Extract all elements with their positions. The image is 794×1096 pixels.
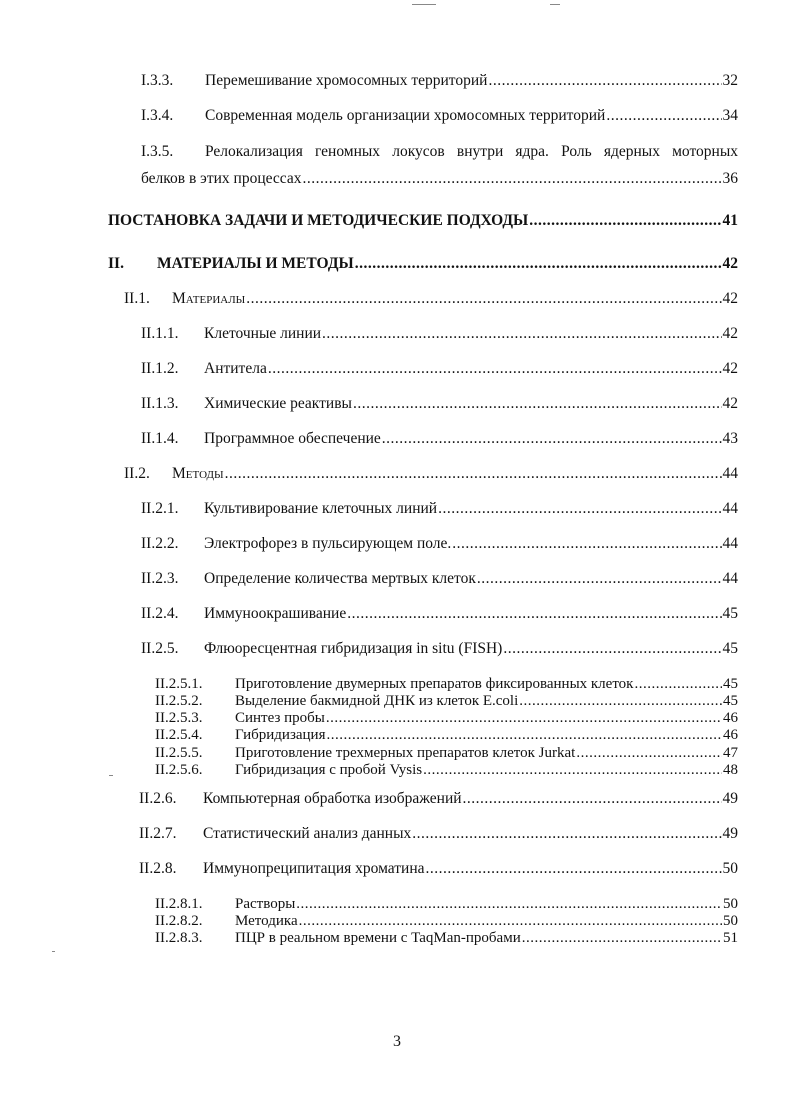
toc-number: II.2.1. — [141, 500, 179, 517]
toc-title-word: ядра. — [515, 143, 549, 160]
toc-page: 45 — [723, 693, 738, 709]
toc-entry-continuation[interactable] — [141, 170, 738, 188]
leader-dots — [382, 430, 722, 448]
toc-number: II.2.6. — [139, 790, 177, 807]
toc-title: Определение количества мертвых клеток — [204, 570, 476, 587]
toc-number: II.2. — [124, 465, 150, 482]
toc-title: Синтез пробы — [235, 710, 325, 726]
toc-page: 42 — [722, 360, 738, 377]
toc-page: 43 — [722, 430, 738, 447]
toc-page: 47 — [723, 745, 738, 761]
toc-number: II.1.1. — [141, 325, 179, 342]
toc-number: II.1.2. — [141, 360, 179, 377]
toc-entry[interactable] — [124, 465, 738, 483]
toc-title: Антитела — [204, 360, 267, 377]
toc-number: II.2.5.5. — [155, 745, 203, 761]
toc-entry[interactable] — [139, 860, 738, 878]
leader-dots — [412, 825, 721, 843]
toc-title-word: Роль — [561, 143, 592, 160]
toc-title: Электрофорез в пульсирующем поле. — [204, 535, 452, 552]
toc-page: 49 — [722, 790, 738, 807]
toc-title: Химические реактивы — [204, 395, 352, 412]
toc-number: II.2.5.2. — [155, 693, 203, 709]
toc-title: Приготовление трехмерных препаратов клеток Jurkat — [235, 745, 576, 761]
toc-title: Иммуноокрашивание — [204, 605, 347, 622]
toc-page: 46 — [723, 727, 738, 743]
toc-title: Флюоресцентная гибридизация in situ (FISH) — [204, 640, 503, 657]
leader-dots — [302, 170, 721, 188]
toc-page: 42 — [722, 255, 738, 272]
toc-entry[interactable] — [141, 500, 738, 518]
toc-number: II.2.8. — [139, 860, 177, 877]
toc-page: 41 — [722, 212, 738, 229]
toc-page: 48 — [723, 762, 738, 778]
toc-entry-bold[interactable] — [108, 255, 738, 273]
toc-title: Компьютерная обработка изображений — [203, 790, 462, 807]
toc-number: II.2.5. — [141, 640, 179, 657]
toc-title-word: моторных — [672, 143, 738, 160]
toc-entry[interactable] — [155, 727, 738, 744]
toc-page: 42 — [722, 325, 738, 342]
toc-entry[interactable] — [141, 107, 738, 125]
toc-number: II.1.3. — [141, 395, 179, 412]
toc-title-word: локусов — [392, 143, 445, 160]
toc-number: II.1.4. — [141, 430, 179, 447]
toc-entry[interactable] — [141, 430, 738, 448]
toc-number: II.2.2. — [141, 535, 179, 552]
toc-title: МАТЕРИАЛЫ И МЕТОДЫ — [157, 255, 354, 272]
scan-mark — [550, 4, 560, 5]
toc-entry[interactable] — [139, 790, 738, 808]
toc-title: Статистический анализ данных — [203, 825, 412, 842]
toc-title: Материалы — [172, 290, 246, 307]
leader-dots — [353, 395, 722, 413]
toc-title-word: Релокализация — [205, 143, 303, 160]
toc-page: 44 — [722, 500, 738, 517]
leader-dots — [503, 640, 721, 658]
toc-page: 46 — [723, 710, 738, 726]
toc-number: II.2.8.2. — [155, 913, 203, 929]
toc-page: 45 — [722, 640, 738, 657]
toc-page: 34 — [722, 107, 738, 124]
toc-page: 44 — [722, 465, 738, 482]
toc-page: 42 — [722, 395, 738, 412]
toc-number: II.2.5.6. — [155, 762, 203, 778]
leader-dots — [347, 605, 721, 623]
leader-dots — [463, 790, 722, 808]
toc-page: 50 — [723, 913, 738, 929]
toc-title-justified — [205, 143, 738, 161]
toc-title: Культивирование клеточных линий — [204, 500, 438, 517]
leader-dots — [576, 745, 722, 762]
leader-dots — [268, 360, 722, 378]
toc-number: II.2.7. — [139, 825, 177, 842]
leader-dots — [606, 107, 721, 125]
toc-title-word: ядерных — [603, 143, 660, 160]
toc-title: Гибридизация — [235, 727, 326, 743]
toc-title: Приготовление двумерных препаратов фиксированных клеток — [235, 676, 634, 692]
scan-mark — [52, 951, 55, 952]
toc-page: 51 — [723, 930, 738, 946]
leader-dots — [488, 72, 721, 90]
toc-title: Гибридизация с пробой Vysis — [235, 762, 423, 778]
toc-entry[interactable] — [141, 605, 738, 623]
leader-dots — [426, 860, 722, 878]
leader-dots — [438, 500, 721, 518]
toc-number: II.2.8.1. — [155, 896, 203, 912]
toc-page: 50 — [723, 896, 738, 912]
toc-title: Современная модель организации хромосомных территорий — [205, 107, 606, 124]
toc-entry[interactable] — [155, 896, 738, 913]
toc-title: Иммунопреципитация хроматина — [203, 860, 425, 877]
toc-entry[interactable] — [155, 710, 738, 727]
toc-page: 50 — [722, 860, 738, 877]
leader-dots — [519, 693, 722, 710]
leader-dots — [522, 930, 722, 947]
toc-number: I.3.5. — [141, 143, 174, 160]
toc-page: 32 — [722, 72, 738, 89]
toc-entry[interactable] — [141, 143, 738, 161]
leader-dots — [225, 465, 722, 483]
toc-entry[interactable] — [124, 290, 738, 308]
leader-dots — [246, 290, 721, 308]
toc-entry[interactable] — [141, 395, 738, 413]
leader-dots — [452, 535, 721, 553]
leader-dots — [326, 727, 722, 744]
toc-page: 44 — [722, 570, 738, 587]
toc-title-word: внутри — [456, 143, 504, 160]
leader-dots — [299, 913, 722, 930]
toc-title-word: геномных — [315, 143, 381, 160]
toc-number: II.2.5.3. — [155, 710, 203, 726]
leader-dots — [477, 570, 722, 588]
toc-number: II.2.4. — [141, 605, 179, 622]
toc-title: ПЦР в реальном времени с TaqMan-пробами — [235, 930, 521, 946]
leader-dots — [296, 896, 722, 913]
toc-number: II.1. — [124, 290, 150, 307]
toc-page: 49 — [722, 825, 738, 842]
toc-entry[interactable] — [155, 745, 738, 762]
toc-title: Программное обеспечение — [204, 430, 381, 447]
toc-page: 44 — [722, 535, 738, 552]
leader-dots — [423, 762, 722, 779]
toc-entry[interactable] — [139, 825, 738, 843]
toc-page: 45 — [722, 605, 738, 622]
toc-page: 45 — [723, 676, 738, 692]
toc-number: II.2.5.1. — [155, 676, 203, 692]
toc-entry[interactable] — [155, 762, 738, 779]
toc-title: Методы — [172, 465, 224, 482]
toc-entry[interactable] — [155, 930, 738, 947]
toc-number: II.2.5.4. — [155, 727, 203, 743]
leader-dots — [634, 676, 722, 693]
toc-entry[interactable] — [155, 676, 738, 693]
toc-entry-bold[interactable] — [108, 212, 738, 230]
leader-dots — [326, 710, 722, 727]
toc-number: I.3.3. — [141, 72, 174, 89]
toc-number: II. — [108, 255, 124, 272]
toc-title: Перемешивание хромосомных территорий — [205, 72, 488, 89]
toc-page: 42 — [722, 290, 738, 307]
toc-number: II.2.3. — [141, 570, 179, 587]
toc-page: 36 — [722, 170, 738, 187]
toc-title: Выделение бакмидной ДНК из клеток E.coli — [235, 693, 519, 709]
toc-entry[interactable] — [141, 360, 738, 378]
toc-title: Методика — [235, 913, 298, 929]
toc-number: II.2.8.3. — [155, 930, 203, 946]
page-number: 3 — [393, 1033, 401, 1050]
toc-title: ПОСТАНОВКА ЗАДАЧИ И МЕТОДИЧЕСКИЕ ПОДХОДЫ — [108, 212, 529, 229]
leader-dots — [529, 212, 721, 230]
toc-entry[interactable] — [141, 570, 738, 588]
toc-entry[interactable] — [141, 325, 738, 343]
leader-dots — [355, 255, 722, 273]
toc-entry[interactable] — [141, 640, 738, 658]
toc-title: Клеточные линии — [204, 325, 322, 342]
toc-entry[interactable] — [155, 693, 738, 710]
scan-mark — [412, 4, 436, 5]
toc-entry[interactable] — [141, 535, 738, 553]
toc-title: белков в этих процессах — [141, 170, 302, 187]
toc-number: I.3.4. — [141, 107, 174, 124]
toc-entry[interactable] — [141, 72, 738, 90]
toc-title: Растворы — [235, 896, 296, 912]
scan-mark — [109, 775, 113, 776]
leader-dots — [322, 325, 721, 343]
toc-entry[interactable] — [155, 913, 738, 930]
